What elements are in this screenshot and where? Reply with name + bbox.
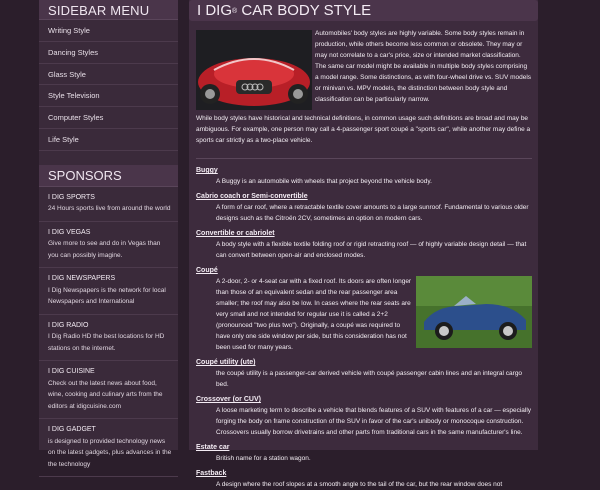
term-definition: the coupé utility is a passenger-car derived vehicle with coupé passenger cabin lines and an integral cargo bed. bbox=[216, 370, 523, 388]
term-link[interactable]: Coupé utility (ute) bbox=[196, 359, 256, 366]
sponsor-link[interactable]: I DIG SPORTS bbox=[48, 193, 95, 201]
sidebar-title: SIDEBAR MENU bbox=[39, 0, 178, 20]
sidebar-item-life-style[interactable]: Life Style bbox=[39, 129, 178, 151]
term-definition: British name for a station wagon. bbox=[216, 455, 311, 462]
sponsor-sports bbox=[39, 187, 178, 222]
intro-paragraph-2: While body styles have historical and technical definitions, in common usage such definitions are broad and may be ambiguous. For example, one person may call a 4-passenger sport coupé a "sports car", while another may define a sports car strictly as a two-place vehicle. bbox=[196, 115, 531, 144]
sponsor-link[interactable]: I DIG VEGAS bbox=[48, 228, 91, 236]
term-fastback bbox=[196, 468, 532, 490]
term-definition: A design where the roof slopes at a smooth angle to the tail of the car, but the rear window does not bbox=[216, 481, 503, 488]
sponsor-text: is designed to provided technology news on the latest gadgets, plus advances in the the technology bbox=[48, 437, 172, 468]
registered-mark: ® bbox=[232, 8, 238, 15]
sidebar-item-dancing-styles[interactable]: Dancing Styles bbox=[39, 42, 178, 64]
car-illustration bbox=[196, 30, 312, 110]
term-coupe bbox=[196, 265, 532, 353]
term-link[interactable]: Coupé bbox=[196, 267, 218, 274]
title-text: CAR BODY STYLE bbox=[241, 2, 372, 19]
sponsor-link[interactable]: I DIG RADIO bbox=[48, 321, 89, 329]
sponsor-text: 24 Hours sports live from around the world bbox=[48, 205, 171, 213]
sidebar-item-computer-styles[interactable]: Computer Styles bbox=[39, 107, 178, 129]
term-crossover bbox=[196, 394, 532, 438]
term-coupe-utility bbox=[196, 357, 532, 390]
sponsors-title: SPONSORS bbox=[39, 165, 178, 187]
term-link[interactable]: Convertible or cabriolet bbox=[196, 230, 275, 237]
term-link[interactable]: Fastback bbox=[196, 470, 227, 477]
term-link[interactable]: Buggy bbox=[196, 167, 218, 174]
sidebar-item-writing-style[interactable]: Writing Style bbox=[39, 20, 178, 42]
sponsor-link[interactable]: I DIG GADGET bbox=[48, 426, 96, 434]
sponsor-text: I Dig Radio HD the best locations for HD stations on the internet. bbox=[48, 333, 165, 352]
sidebar-item-glass-style[interactable]: Glass Style bbox=[39, 64, 178, 86]
blue-convertible-image bbox=[416, 276, 532, 348]
term-definition: A body style with a flexible textile folding roof or rigid retracting roof — of highly variable design detail — that can convert between open-air and enclosed modes. bbox=[216, 241, 527, 259]
sidebar bbox=[39, 0, 178, 468]
page-title bbox=[189, 0, 538, 21]
term-link[interactable]: Crossover (or CUV) bbox=[196, 396, 261, 403]
sponsor-link[interactable]: I DIG NEWSPAPERS bbox=[48, 275, 116, 283]
sponsor-cuisine bbox=[39, 361, 178, 419]
sponsor-vegas bbox=[39, 222, 178, 269]
term-convertible bbox=[196, 228, 532, 261]
term-buggy bbox=[196, 165, 532, 187]
term-estate-car bbox=[196, 442, 532, 464]
term-definition: A loose marketing term to describe a vehicle that blends features of a SUV with features of a car — especially forging the body on frame construction of the SUV in favor of the car's unibody or monocoque construction. Crossovers usually borrow drivetrains and other parts from traditional cars in the same manufacturer's line. bbox=[216, 407, 532, 436]
intro-section bbox=[196, 28, 532, 146]
main-content bbox=[189, 0, 538, 488]
term-definition: A form of car roof, where a retractable textile cover amounts to a large sunroof. Fundamental to various older designs such as the Citroën 2CV, sometimes an option on modern cars. bbox=[216, 204, 529, 222]
sponsor-radio bbox=[39, 315, 178, 362]
sponsor-text: Give more to see and do in Vegas than you can possibly imagine. bbox=[48, 240, 161, 259]
term-link[interactable]: Cabrio coach or Semi-convertible bbox=[196, 193, 308, 200]
sponsor-gadget bbox=[39, 419, 178, 477]
sponsor-text: Check out the latest news about food, wine, cooking and culinary arts from the editors at idigcuisine.com bbox=[48, 379, 163, 410]
section-divider bbox=[196, 158, 532, 159]
term-link[interactable]: Estate car bbox=[196, 444, 230, 451]
sidebar-menu bbox=[39, 20, 178, 151]
term-definition: A 2-door, 2- or 4-seat car with a fixed roof. Its doors are often longer than those of an equivalent sedan and the rear passenger area smaller; the roof may also be low. In cases where the rear seats are very small and not intended for regular use it is called a 2+2 (pronounced "two plus two"). Originally, a coupé was required to have only one side window per side, but this consideration has not been used for many years. bbox=[216, 278, 412, 351]
convertible-illustration bbox=[416, 276, 532, 348]
term-cabrio-coach bbox=[196, 191, 532, 224]
intro-paragraph-1: Automobiles' body styles are highly variable. Some body styles remain in production, while others become less common or obsolete. They may or may not correlate to a car's price, size or intended market classification. The same car model might be available in multiple body styles comprising a model range. Some distinctions, as with four-wheel drive vs. SUV models or minivan vs. MPV models, the distinction between body style and classification can be particularly narrow. bbox=[315, 30, 532, 103]
sponsor-link[interactable]: I DIG CUISINE bbox=[48, 368, 95, 376]
sidebar-item-style-television[interactable]: Style Television bbox=[39, 85, 178, 107]
sponsor-newspapers bbox=[39, 268, 178, 315]
title-brand: I DIG bbox=[197, 2, 233, 19]
sponsor-text: I Dig Newspapers is the network for local Newspapers and International bbox=[48, 286, 166, 306]
red-concept-car-image bbox=[196, 30, 312, 110]
term-definition: A Buggy is an automobile with wheels that project beyond the vehicle body. bbox=[216, 178, 432, 185]
